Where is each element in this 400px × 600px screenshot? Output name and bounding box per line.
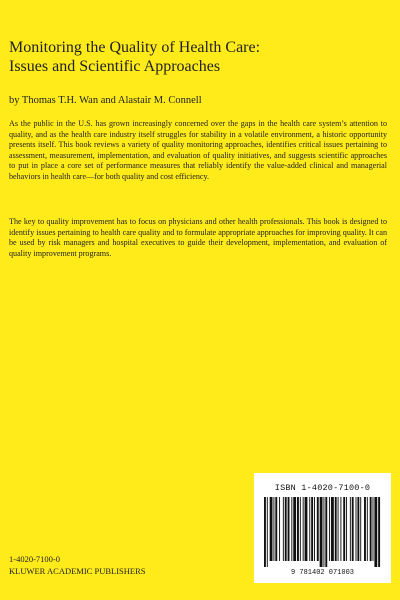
footer — [9, 553, 145, 577]
barcode-bar — [364, 497, 366, 561]
title-line-1: Monitoring the Quality of Health Care: — [9, 39, 261, 56]
barcode-bar — [352, 497, 354, 561]
isbn-label: ISBN 1-4020-7100-0 — [274, 483, 371, 493]
barcode-bar — [303, 497, 304, 561]
title-line-2: Issues and Scientific Approaches — [9, 58, 221, 75]
barcode-icon — [264, 497, 381, 567]
barcode-bar — [273, 497, 274, 561]
barcode-bar — [370, 497, 372, 561]
barcode-bar — [367, 497, 368, 561]
barcode-bar — [373, 497, 374, 561]
barcode-bar — [356, 497, 357, 561]
barcode-bar — [309, 497, 310, 561]
barcode-bar — [357, 497, 359, 561]
barcode-bar — [378, 497, 380, 567]
book-title — [9, 38, 389, 76]
barcode-bar — [270, 497, 273, 561]
isbn-barcode-box — [254, 473, 391, 583]
barcode-number: 9 781402 071003 — [290, 569, 354, 577]
barcode-bar — [293, 497, 296, 561]
barcode-bar — [350, 497, 351, 561]
barcode-bar — [323, 497, 324, 567]
barcode-bar — [297, 497, 299, 561]
barcode-bar — [360, 497, 361, 561]
barcode-bar — [279, 497, 280, 561]
barcode-bar — [331, 497, 334, 561]
barcode-bar — [311, 497, 313, 561]
barcode-bar — [285, 497, 287, 561]
barcode-bar — [264, 497, 266, 567]
barcode-bar — [314, 497, 315, 561]
barcode-bar — [374, 497, 377, 567]
publisher-name: KLUWER ACADEMIC PUBLISHERS — [9, 566, 146, 576]
barcode-bar — [335, 497, 337, 561]
barcode-bar — [300, 497, 301, 561]
barcode-bar — [317, 497, 319, 561]
description-paragraph-2: The key to quality improvement has to focus on physicians and other health professionals. This book is designed to identify issues pertaining to health care quality and to formulate appropriate approaches for improving quality. It can be used by risk managers and hospital executives to guide their development, implementation, and evaluation of quality improvement programs. — [9, 217, 387, 258]
barcode-bar — [283, 497, 284, 561]
barcode-bar — [340, 497, 341, 561]
barcode-bar — [320, 497, 323, 567]
barcode-bar — [343, 497, 345, 561]
authors: by Thomas T.H. Wan and Alastair M. Connell — [9, 95, 202, 106]
barcode-bar — [275, 497, 277, 561]
barcode-bar — [346, 497, 347, 561]
barcode-bar — [305, 497, 308, 561]
barcode-bar — [338, 497, 339, 561]
footer-isbn: 1-4020-7100-0 — [9, 554, 60, 564]
barcode-bar — [267, 497, 268, 567]
barcode-bar — [288, 497, 290, 561]
barcode-bar — [291, 497, 292, 561]
barcode-bar — [329, 497, 330, 561]
barcode-bar — [325, 497, 327, 567]
description-paragraph-1: As the public in the U.S. has grown increasingly concerned over the gaps in the health care system’s attention to quality, and as the health care industry itself struggles for stability in a volatile environment, a historic opportunity presents itself. This book reviews a variety of quality monitoring approaches, identifies critical issues pertaining to assessment, measurement, implementation, and evaluation of quality initiatives, and suggests scientific approaches to put in place a core set of performance measures that reliably identify the value-added clinical and managerial behaviors in health care—for both quality and cost efficiency. — [9, 119, 387, 181]
